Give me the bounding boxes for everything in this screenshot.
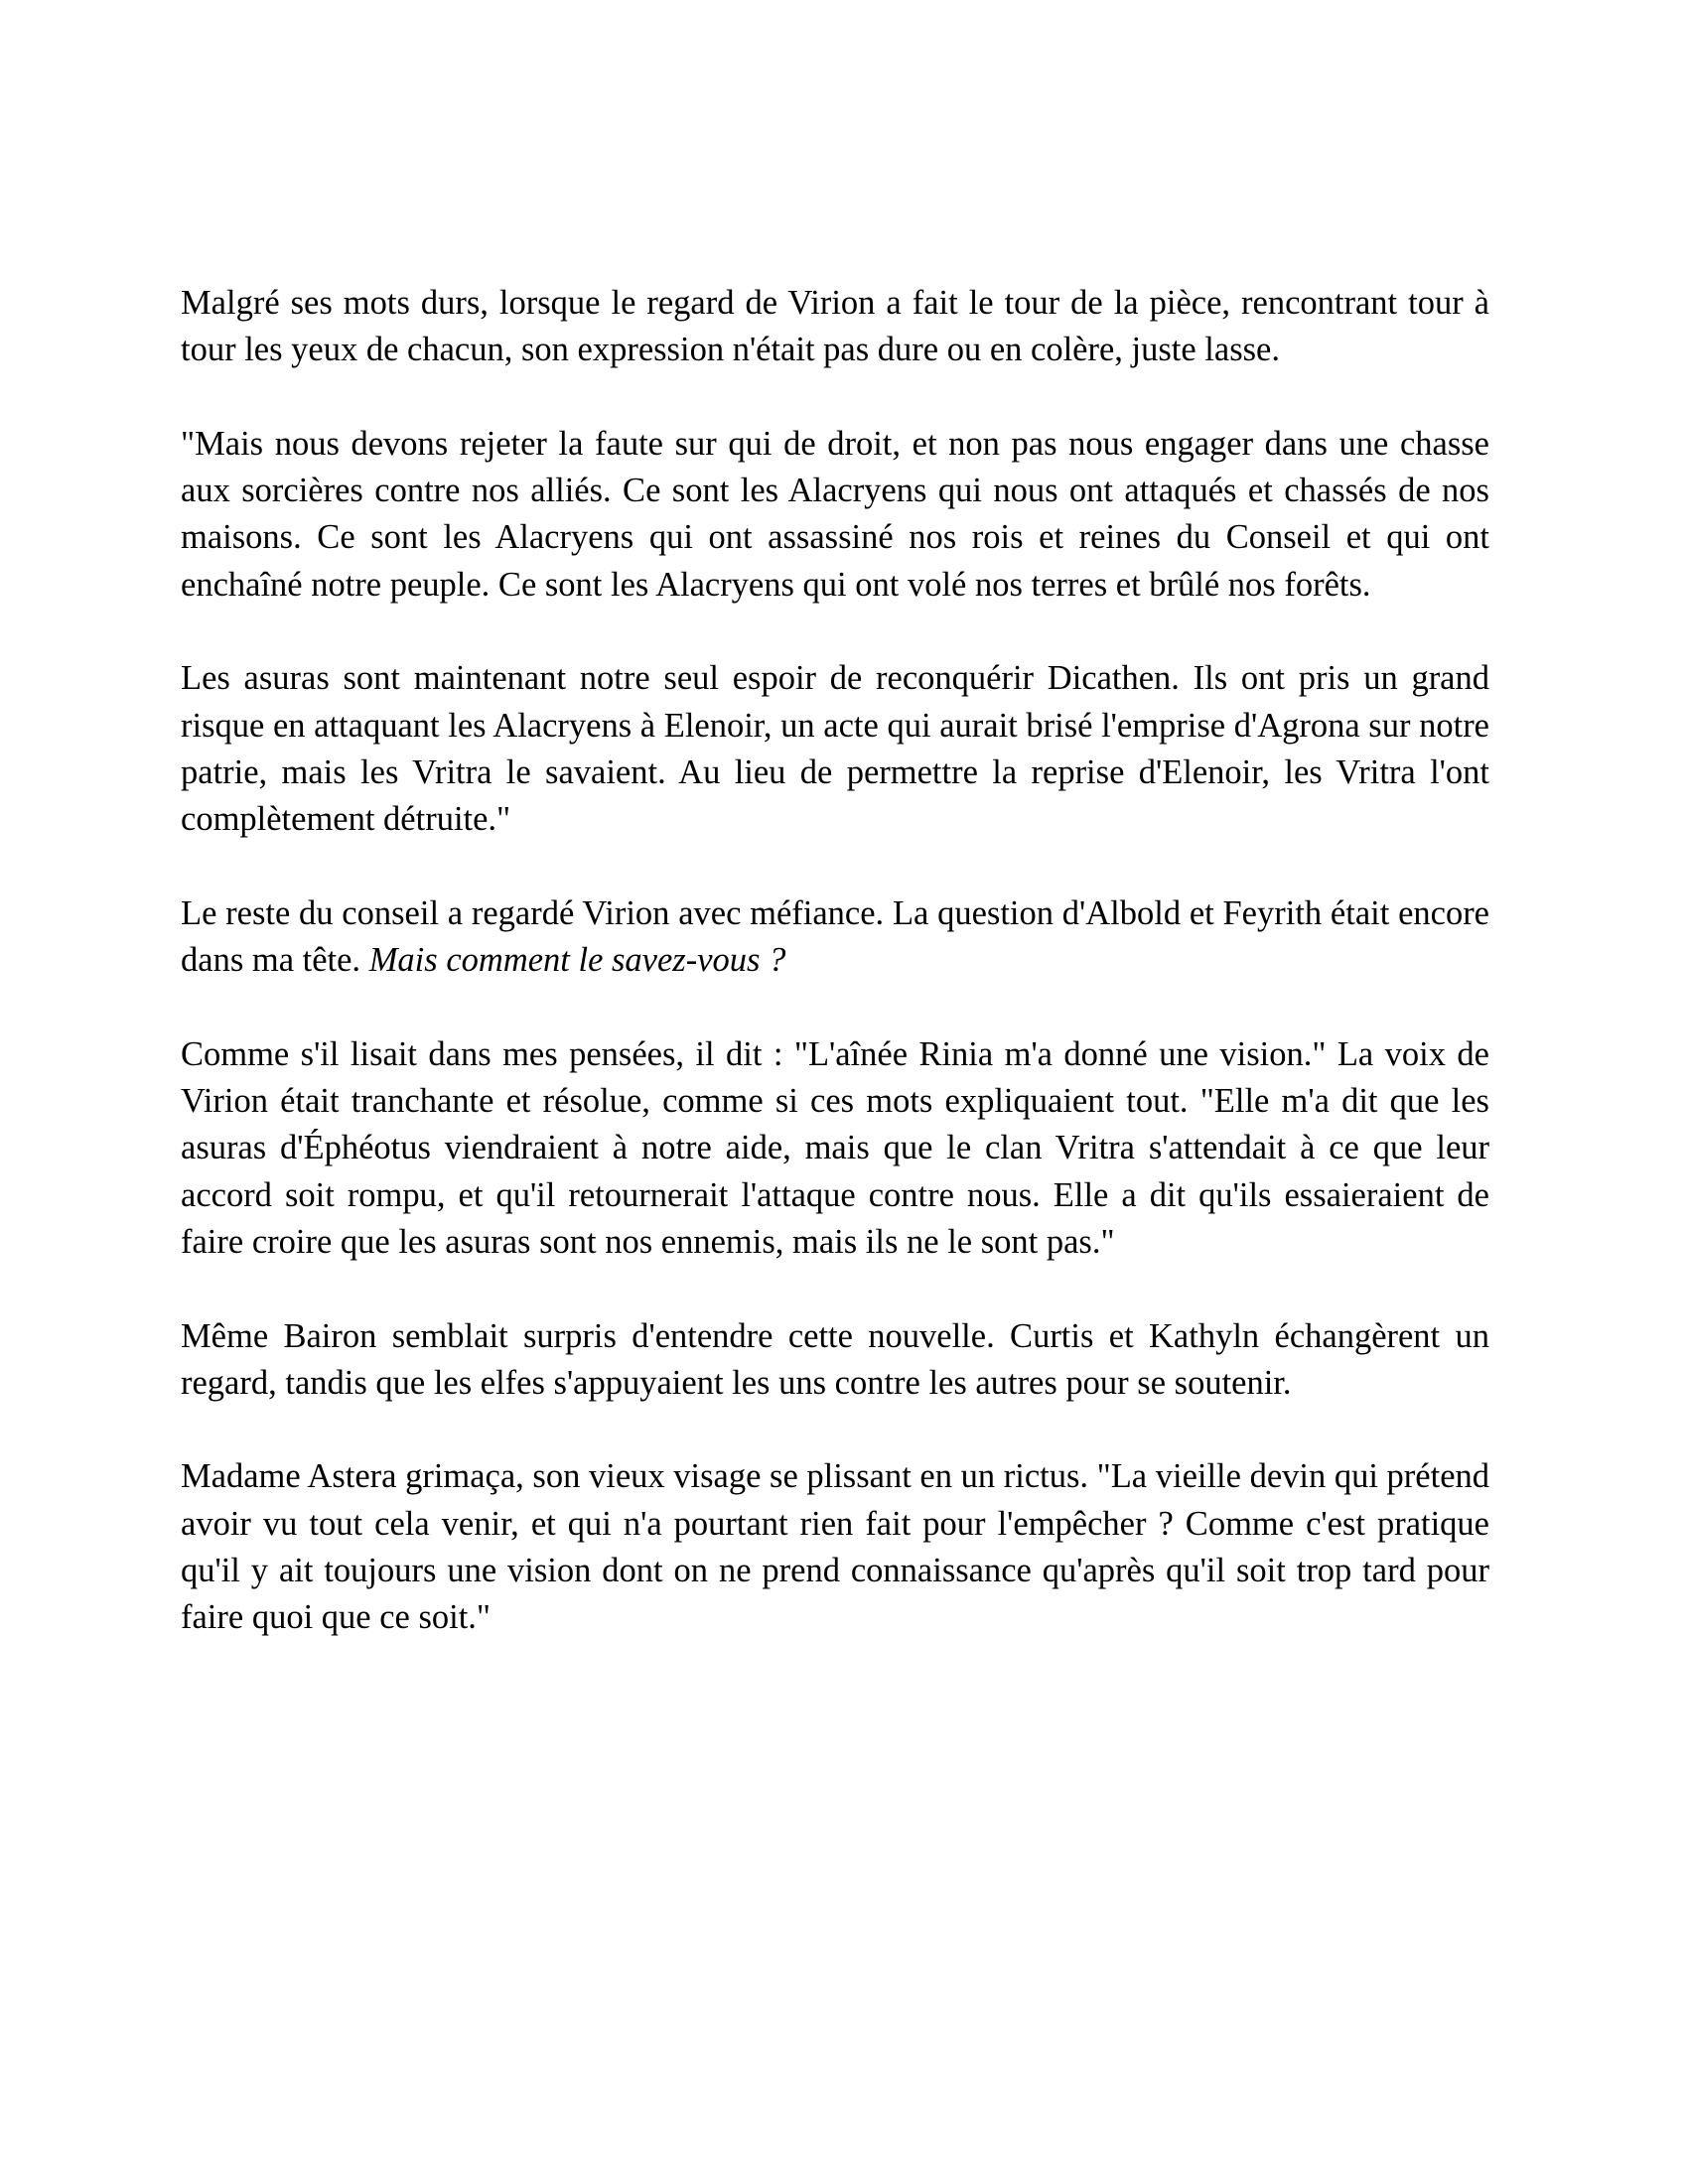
paragraph-text: Comme s'il lisait dans mes pensées, il dit : "L'aînée Rinia m'a donné une vision." La voix de Virion était tranchante et résolue, comme si ces mots expliquaient tout. "Elle m'a dit que les asuras d'Éphéotus viendraient à notre aide, mais que le clan Vritra s'attendait à ce que leur accord soit rompu, et qu'il retournerait l'attaque contre nous. Elle a dit qu'ils essaieraient de faire croire que les asuras sont nos ennemis, mais ils ne le sont pas." bbox=[181, 1034, 1489, 1261]
paragraph-text: Malgré ses mots durs, lorsque le regard de Virion a fait le tour de la pièce, rencontrant tour à tour les yeux de chacun, son expression n'était pas dure ou en colère, juste lasse. bbox=[181, 284, 1489, 369]
paragraph-text: Madame Astera grimaça, son vieux visage se plissant en un rictus. "La vieille devin qui prétend avoir vu tout cela venir, et qui n'a pourtant rien fait pour l'empêcher ? Comme c'est pratique qu'il y ait toujours une vision dont on ne prend connaissance qu'après qu'il soit trop tard pour faire quoi que ce soit." bbox=[181, 1457, 1490, 1637]
document-page bbox=[181, 280, 1489, 1689]
paragraph-7 bbox=[181, 1453, 1489, 1641]
paragraph-5 bbox=[181, 1031, 1489, 1266]
paragraph-2 bbox=[181, 421, 1489, 609]
paragraph-text: Même Bairon semblait surpris d'entendre cette nouvelle. Curtis et Kathyln échangèrent un regard, tandis que les elfes s'appuyaient les uns contre les autres pour se soutenir. bbox=[181, 1316, 1489, 1402]
paragraph-6 bbox=[181, 1313, 1489, 1408]
paragraph-4 bbox=[181, 890, 1489, 985]
paragraph-text: Le reste du conseil a regardé Virion avec méfiance. La question d'Albold et Feyrith était encore dans ma tête. bbox=[181, 893, 1489, 980]
paragraph-text: Les asuras sont maintenant notre seul espoir de reconquérir Dicathen. Ils ont pris un grand risque en attaquant les Alacryens à Elenoir, un acte qui aurait brisé l'emprise d'Agrona sur notre patrie, mais les Vritra le savaient. Au lieu de permettre la reprise d'Elenoir, les Vritra l'ont complètement détruite." bbox=[181, 659, 1489, 839]
paragraph-1 bbox=[181, 280, 1489, 374]
italic-thought: Mais comment le savez-vous ? bbox=[368, 941, 786, 980]
paragraph-3 bbox=[181, 655, 1489, 843]
paragraph-text: "Mais nous devons rejeter la faute sur qui de droit, et non pas nous engager dans une chasse aux sorcières contre nos alliés. Ce sont les Alacryens qui nous ont attaqués et chassés de nos maisons. Ce sont les Alacryens qui ont assassiné nos rois et reines du Conseil et qui ont enchaîné notre peuple. Ce sont les Alacryens qui ont volé nos terres et brûlé nos forêts. bbox=[181, 424, 1489, 604]
